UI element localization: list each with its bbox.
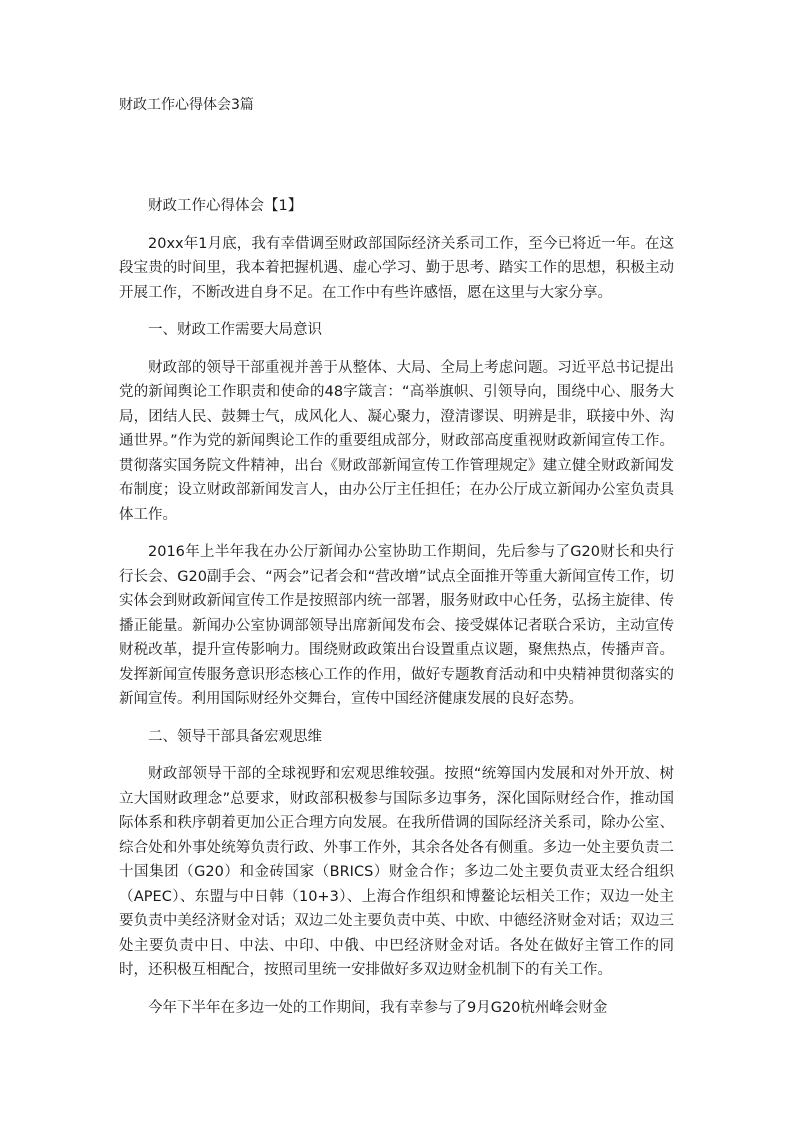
body-paragraph: 今年下半年在多边一处的工作期间，我有幸参与了9月G20杭州峰会财金 <box>148 999 608 1016</box>
document-body <box>119 194 674 1033</box>
body-paragraph: 20xx年1月底，我有幸借调至财政部国际经济关系司工作，至今已将近一年。在这段宝贵的时间里，我本着把握机遇、虚心学习、勤于思考、踏实工作的思想，积极主动开展工作，不断改进自身不足。在工作中有些许感悟，愿在这里与大家分享。 <box>119 235 674 301</box>
document-title: 财政工作心得体会3篇 <box>119 97 254 113</box>
body-paragraph: 财政部领导干部的全球视野和宏观思维较强。按照“统筹国内发展和对外开放、树立大国财政理念”总要求，财政部积极参与国际多边事务，深化国际财经合作，推动国际体系和秩序朝着更加公正合理方向发展。在我所借调的国际经济关系司，除办公室、综合处和外事处统筹负责行政、外事工作外，其余各处各有侧重。多边一处主要负责二十国集团（G20）和金砖国家（BRICS）财金合作；多边二处主要负责亚太经合组织（APEC）、东盟与中日韩（10+3）、上海合作组织和博鳌论坛相关工作；双边一处主要负责中美经济财金对话；双边二处主要负责中英、中欧、中德经济财金对话；双边三处主要负责中日、中法、中印、中俄、中巴经济财金对话。各处在做好主管工作的同时，还积极互相配合，按照司里统一安排做好多双边财金机制下的有关工作。 <box>119 766 674 978</box>
section-heading: 二、领导干部具备宏观思维 <box>148 728 322 745</box>
body-paragraph: 2016年上半年我在办公厅新闻办公室协助工作期间，先后参与了G20财长和央行行长会、G20副手会、“两会”记者会和“营改增”试点全面推开等重大新闻宣传工作，切实体会到财政新闻宣传工作是按照部内统一部署，服务财政中心任务，弘扬主旋律、传播正能量。新闻办公室协调部领导出席新闻发布会、接受媒体记者联合采访，主动宣传财税改革，提升宣传影响力。围绕财政政策出台设置重点议题，聚焦热点，传播声音。发挥新闻宣传服务意识形态核心工作的作用，做好专题教育活动和中央精神贯彻落实的新闻宣传。利用国际财经外交舞台，宣传中国经济健康发展的良好态势。 <box>119 544 674 707</box>
section-heading: 财政工作心得体会【1】 <box>148 198 303 214</box>
body-paragraph: 财政部的领导干部重视并善于从整体、大局、全局上考虑问题。习近平总书记提出党的新闻舆论工作职责和使命的48字箴言：“高举旗帜、引领导向，围绕中心、服务大局，团结人民、鼓舞士气，成风化人、凝心聚力，澄清谬误、明辨是非，联接中外、沟通世界。”作为党的新闻舆论工作的重要组成部分，财政部高度重视财政新闻宣传工作。贯彻落实国务院文件精神，出台《财政部新闻宣传工作管理规定》建立健全财政新闻发布制度；设立财政部新闻发言人，由办公厅主任担任；在办公厅成立新闻办公室负责具体工作。 <box>119 359 674 523</box>
section-heading: 一、财政工作需要大局意识 <box>148 322 322 338</box>
